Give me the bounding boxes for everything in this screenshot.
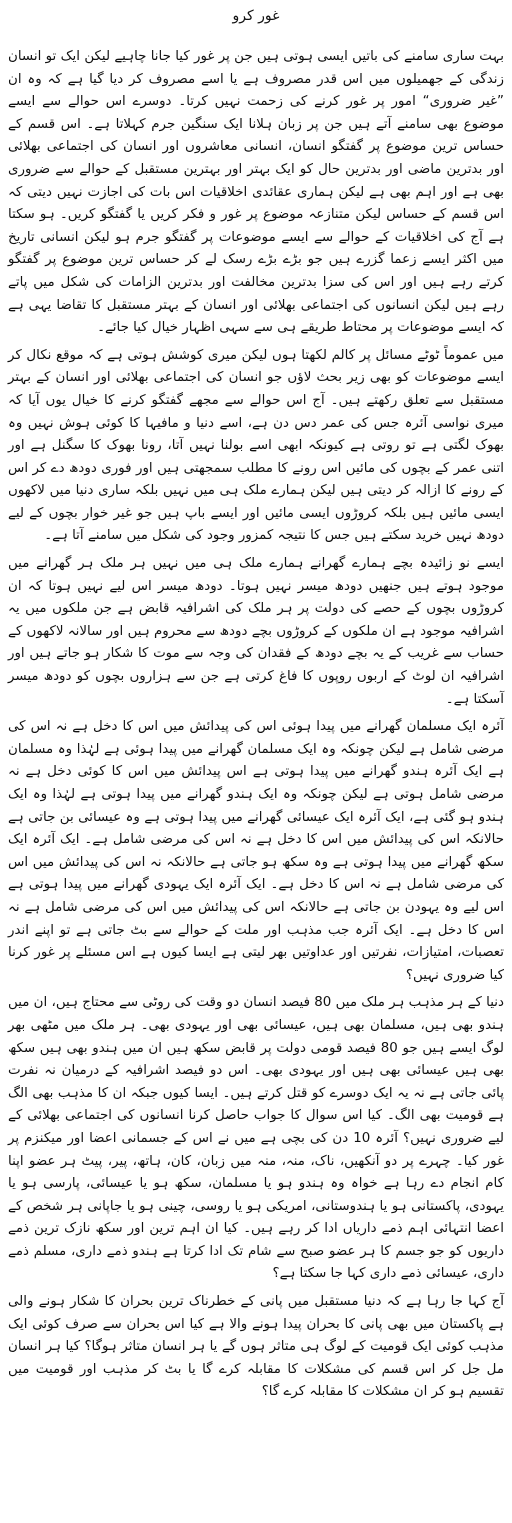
article-title: غور کرو xyxy=(232,8,280,24)
article-body xyxy=(8,46,504,1404)
article-paragraph: آج کہا جا رہا ہے کہ دنیا مستقبل میں پانی کے خطرناک ترین بحران کا شکار ہونے والی ہے پاکستان میں بھی پانی کا بحران پیدا ہونے والا ہے کیا اس بحران سے صرف کوئی ایک مذہب کوئی ایک قومیت کے لوگ ہی متاثر ہوں گے یا ہر انسان متاثر ہوگا؟ کیا ہر انسان مل جل کر اس قسم کی مشکلات کا مقابلہ کرے گا یا بٹ کر مذہب اور قومیت میں تقسیم ہو کر ان مشکلات کا مقابلہ کرے گا؟ xyxy=(8,1294,504,1400)
article-paragraph: بہت ساری سامنے کی باتیں ایسی ہوتی ہیں جن پر غور کیا جانا چاہیے لیکن ایک تو انسان زندگی کے جھمیلوں میں اس قدر مصروف ہے یا اسے مصروف کر دیا گیا ہے کہ وہ ان ”غیر ضروری“ امور پر غور کرنے کی زحمت نہیں کرتا۔ دوسرے اس حوالے سے ایسے موضوع بھی سامنے آتے ہیں جن پر زبان ہلانا ایک سنگین جرم کہلاتا ہے۔ اس قسم کے حساس ترین موضوع پر گفتگو انسان، انسانی معاشروں اور انسان کی اجتماعی بھلائی اور بدترین ماضی اور بدترین حال کو ایک بہتر اور بہترین مستقبل کے حوالے سے ضروری بھی ہے اور اہم بھی ہے لیکن ہماری عقائدی اخلاقیات اس بات کی اجازت نہیں دیتی کہ اس قسم کے حساس لیکن متنازعہ موضوع پر غور و فکر کریں یا گفتگو کریں۔ ہو سکتا ہے آج کی اخلاقیات کے حوالے سے ایسے موضوعات پر گفتگو جرم ہو لیکن انسانی تاریخ میں اکثر ایسے زعما گزرے ہیں جو بڑے بڑے رسک لے کر حساس ترین موضوع پر گفتگو کرتے رہے ہیں اور اس کی سزا بدترین مخالفت اور بدترین الزامات کی شکل میں پاتے رہے ہیں لیکن انسانوں کی اجتماعی بھلائی اور انسان کے بہتر مستقبل کا تقاضا یہی ہے کہ ایسے موضوعات پر محتاط طریقے ہی سے سہی اظہار خیال کیا جائے۔ xyxy=(8,49,505,336)
article-paragraph: ایسے نو زائیدہ بچے ہمارے گھرانے ہمارے ملک ہی میں نہیں ہر ملک ہر گھرانے میں موجود ہوتے ہیں جنھیں دودھ میسر نہیں ہوتا۔ دودھ میسر اس لیے نہیں ہوتا کہ ان کروڑوں بچوں کے حصے کی دولت پر ہر ملک کی اشرافیہ قابض ہے جن ملکوں میں یہ اشرافیہ موجود ہے ان ملکوں کے کروڑوں بچے دودھ سے محروم ہیں اور سالانہ لاکھوں کے حساب سے غریب کے یہ بچے دودھ کے فقدان کی وجہ سے موت کا شکار ہو جاتے ہیں اور اشرافیہ ان لوٹ کے اربوں روپوں کا فاغ کرتی ہے جن سے ہزاروں بچوں کو دودھ میسر آسکتا ہے۔ xyxy=(8,556,504,707)
article-paragraph: آئرہ ایک مسلمان گھرانے میں پیدا ہوئی اس کی پیدائش میں اس کا دخل ہے نہ اس کی مرضی شامل ہے لیکن چونکہ وہ ایک مسلمان گھرانے میں پیدا ہوئی ہے لہٰذا وہ مسلمان ہے ایک آئرہ ہندو گھرانے میں پیدا ہوتی ہے اس پیدائش میں اس کا کوئی دخل ہے نہ مرضی شامل ہوتی ہے لیکن چونکہ وہ ایک ہندو گھرانے میں پیدا ہوتی ہے لہٰذا وہ ایک ہندو ہو گئی ہے، ایک آئرہ ایک عیسائی گھرانے میں پیدا ہوتی ہے وہ عیسائی بن جاتی ہے حالانکہ اس کی پیدائش میں اس کا دخل ہے نہ اس کی مرضی شامل ہے۔ ایک آئرہ ایک سکھ گھرانے میں پیدا ہوتی ہے وہ سکھ ہو جاتی ہے حالانکہ نہ اس کی پیدائش میں اس کی مرضی شامل ہے نہ اس کا دخل ہے۔ ایک آئرہ ایک یہودی گھرانے میں پیدا ہوتی ہے اس لیے وہ یہودن بن جاتی ہے حالانکہ اس کی پیدائش میں اس کی مرضی شامل ہے نہ اس کا دخل ہے۔ ایک آئرہ جب مذہب اور ملت کے حوالے سے بٹ جاتی ہے تو اپنے اندر تعصبات، امتیازات، نفرتیں اور عداوتیں بھر لیتی ہے ایسا کیوں ہے اس مسئلے پر غور کرنا کیا ضروری نہیں؟ xyxy=(8,719,504,983)
article-paragraph: دنیا کے ہر مذہب ہر ملک میں 80 فیصد انسان دو وقت کی روٹی سے محتاج ہیں، ان میں ہندو بھی ہیں، مسلمان بھی ہیں، عیسائی بھی اور یہودی بھی۔ ہر ملک میں مٹھی بھر لوگ ایسے ہیں جو 80 فیصد قومی دولت پر قابض سکھ ہیں ان میں ہندو بھی ہیں سکھ بھی ہیں عیسائی بھی ہیں اور یہودی بھی۔ اس دو فیصد اشرافیہ کے درمیان نہ نفرت پائی جاتی ہے نہ یہ ایک دوسرے کو قتل کرتے ہیں۔ ایسا کیوں جبکہ ان کا مذہب بھی الگ ہے قومیت بھی الگ۔ کیا اس سوال کا جواب حاصل کرنا انسانوں کی اجتماعی بھلائی کے لیے ضروری نہیں؟ آئرہ 10 دن کی بچی ہے میں نے اس کے جسمانی اعضا اور میکنزم پر غور کیا۔ چہرے پر دو آنکھیں، ناک، منہ، منہ میں زبان، کان، ہاتھ، پیر، پیٹ ہر عضو اپنا کام انجام دے رہا ہے خواہ وہ ہندو ہو یا مسلمان، سکھ ہو یا عیسائی، پارسی ہو یا یہودی، پاکستانی ہو یا ہندوستانی، امریکی ہو یا روسی، چینی ہو یا جاپانی ہر شخص کے اعضا انتہائی اہم ذمے داریاں ادا کر رہے ہیں۔ کیا ان اہم ترین اور سکھ نازک ترین ذمے داریوں کو جو جسم کا ہر عضو صبح سے شام تک ادا کرتا ہے ہندو ذمے داری، مسلم ذمے داری، عیسائی ذمے داری کہا جا سکتا ہے؟ xyxy=(8,995,505,1282)
article-paragraph: میں عموماً ٹوٹے مسائل پر کالم لکھتا ہوں لیکن میری کوشش ہوتی ہے کہ موقع نکال کر ایسے موضوعات کو بھی زیر بحث لاؤں جو انسان کی اجتماعی بھلائی اور انسان کے بہتر مستقبل سے تعلق رکھتے ہیں۔ آج اس حوالے سے مجھے گفتگو کرنے کا خیال یوں آیا کہ میری نواسی آئرہ جس کی عمر دس دن ہے، اسے دنیا و مافیہا کا کوئی ہوش نہیں وہ بھوک لگتی ہے تو روتی ہے کیونکہ ابھی اسے بولنا نہیں آتا، رونا بھوک کا سگنل ہے اور اتنی عمر کے بچوں کی مائیں اس رونے کا مطلب سمجھتی ہیں اور فوری دودھ دے کر اس کے رونے کا ازالہ کر دیتی ہیں لیکن ہمارے ملک ہی میں نہیں بلکہ ساری دنیا میں لاکھوں ایسی مائیں ہیں بلکہ کروڑوں ایسی مائیں اور ایسے باپ ہیں جو غیر خوار بچوں کے لیے دودھ نہیں خرید سکتے ہیں جس کا نتیجہ کمزور وجود کی شکل میں سامنے آتا ہے۔ xyxy=(8,347,504,544)
